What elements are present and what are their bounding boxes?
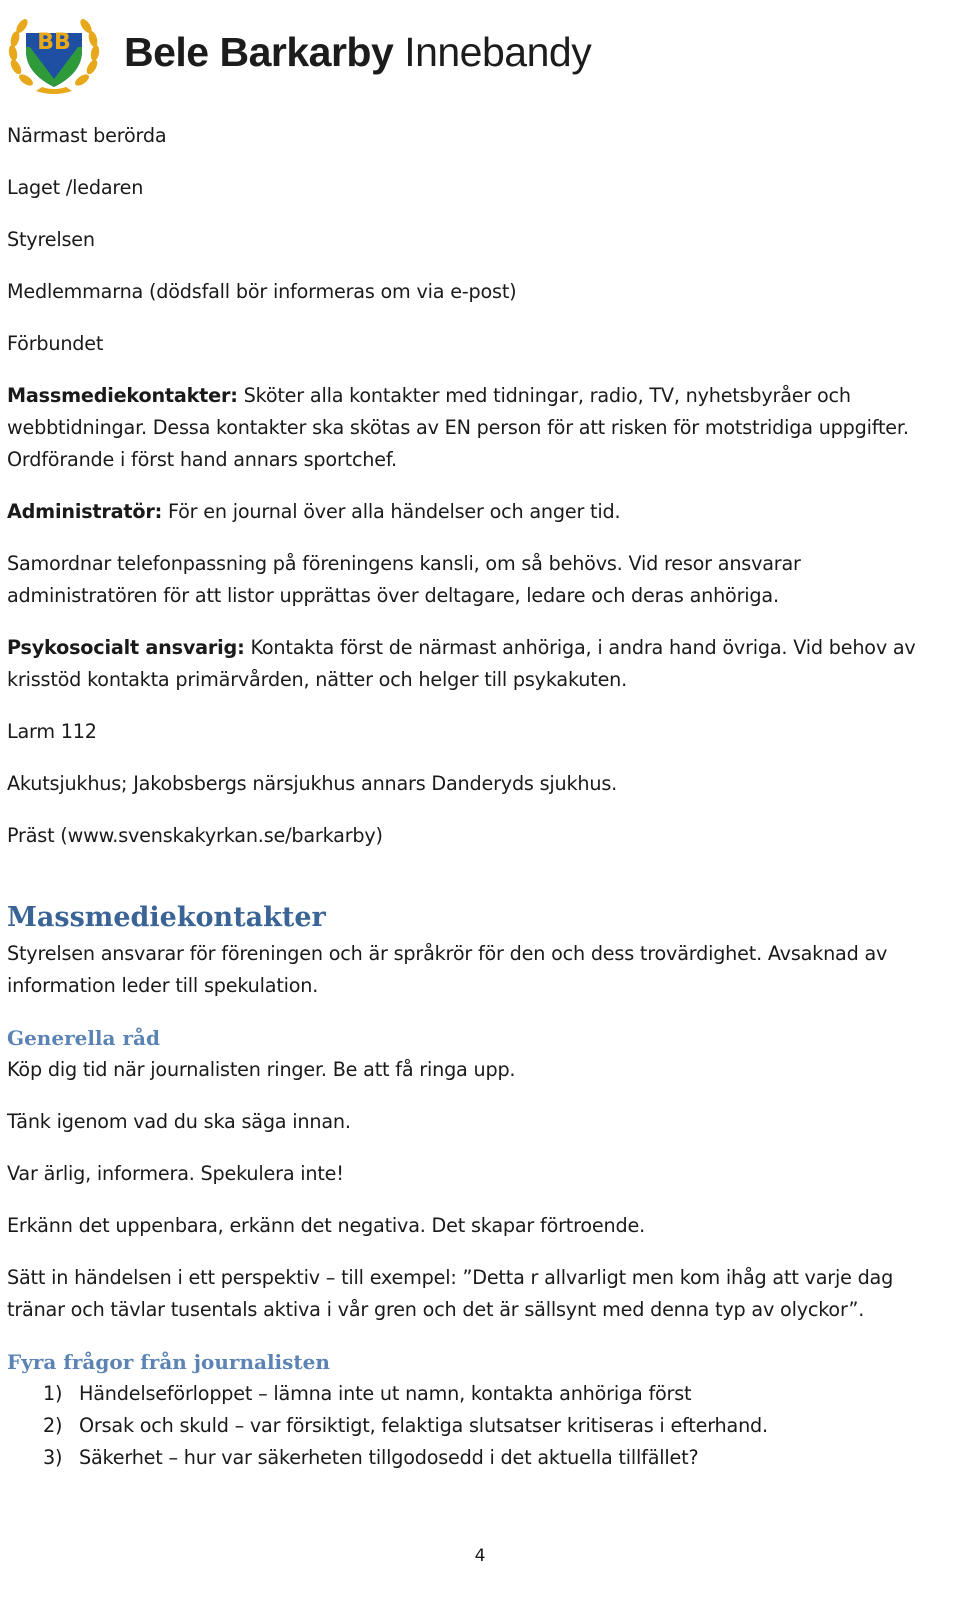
- line-styrelsen: Styrelsen: [7, 228, 95, 251]
- list-item-text: Säkerhet – hur var säkerheten tillgodosedd i det aktuella tillfället?: [79, 1446, 699, 1469]
- list-item: [7, 1410, 937, 1442]
- list-item: [7, 1442, 937, 1474]
- samordnar-paragraph: Samordnar telefonpassning på föreningens kansli, om så behövs. Vid resor ansvarar administratören för att listor upprättas över deltagare, ledare och deras anhöriga.: [7, 552, 801, 607]
- heading-massmediekontakter: Massmediekontakter: [7, 902, 326, 933]
- list-item: [7, 1378, 937, 1410]
- list-item-number: 2): [43, 1414, 63, 1437]
- psyko-paragraph: [7, 632, 937, 696]
- line-medlemmarna: Medlemmarna (dödsfall bör informeras om via e-post): [7, 280, 517, 303]
- page-header: [6, 6, 591, 98]
- larm-line: Larm 112: [7, 720, 97, 743]
- club-logo: [6, 7, 102, 97]
- heading-generella-rad: Generella råd: [7, 1026, 160, 1050]
- page-number: 4: [474, 1546, 486, 1566]
- psyko-text: Kontakta först de närmast anhöriga, i andra hand övriga. Vid behov av krisstöd kontakta primärvården, nätter och helger till psykakuten.: [7, 636, 916, 691]
- club-name-light: Innebandy: [404, 28, 592, 75]
- line-laget: Laget /ledaren: [7, 176, 144, 199]
- club-name-bold: Bele Barkarby: [124, 28, 394, 75]
- line-narmast: Närmast berörda: [7, 124, 167, 147]
- line-forbundet: Förbundet: [7, 332, 104, 355]
- massmedia-paragraph: [7, 380, 937, 476]
- massmedia-label: Massmediekontakter:: [7, 384, 238, 407]
- rad-item: Erkänn det uppenbara, erkänn det negativa. Det skapar förtroende.: [7, 1214, 645, 1237]
- massmedia-text: Sköter alla kontakter med tidningar, radio, TV, nyhetsbyråer och webbtidningar. Dessa kontakter ska skötas av EN person för att risken för motstridiga uppgifter. Ordförande i först hand annars sportchef.: [7, 384, 909, 471]
- admin-label: Administratör:: [7, 500, 163, 523]
- fragor-list: [7, 1378, 937, 1474]
- rad-item: Sätt in händelsen i ett perspektiv – till exempel: ”Detta r allvarligt men kom ihåg att varje dag tränar och tävlar tusentals aktiva i vår gren och det är sällsynt med denna typ av olyckor”.: [7, 1266, 894, 1321]
- prast-line: Präst (www.svenskakyrkan.se/barkarby): [7, 824, 383, 847]
- rad-item: Var ärlig, informera. Spekulera inte!: [7, 1162, 344, 1185]
- club-name: [124, 28, 592, 75]
- list-item-text: Orsak och skuld – var försiktigt, felaktiga slutsatser kritiseras i efterhand.: [79, 1414, 768, 1437]
- massmedia-section-text: Styrelsen ansvarar för föreningen och är språkrör för den och dess trovärdighet. Avsaknad av information leder till spekulation.: [7, 942, 888, 997]
- akut-line: Akutsjukhus; Jakobsbergs närsjukhus annars Danderyds sjukhus.: [7, 772, 618, 795]
- rad-item: Köp dig tid när journalisten ringer. Be att få ringa upp.: [7, 1058, 516, 1081]
- list-item-text: Händelseförloppet – lämna inte ut namn, kontakta anhöriga först: [79, 1382, 692, 1405]
- document-body: [7, 120, 937, 1474]
- psyko-label: Psykosocialt ansvarig:: [7, 636, 245, 659]
- list-item-number: 1): [43, 1382, 63, 1405]
- rad-item: Tänk igenom vad du ska säga innan.: [7, 1110, 351, 1133]
- heading-fyra-fragor: Fyra frågor från journalisten: [7, 1350, 330, 1374]
- admin-text: För en journal över alla händelser och anger tid.: [162, 500, 621, 523]
- logo-text: BB: [37, 30, 71, 55]
- list-item-number: 3): [43, 1446, 63, 1469]
- admin-paragraph: [7, 496, 937, 528]
